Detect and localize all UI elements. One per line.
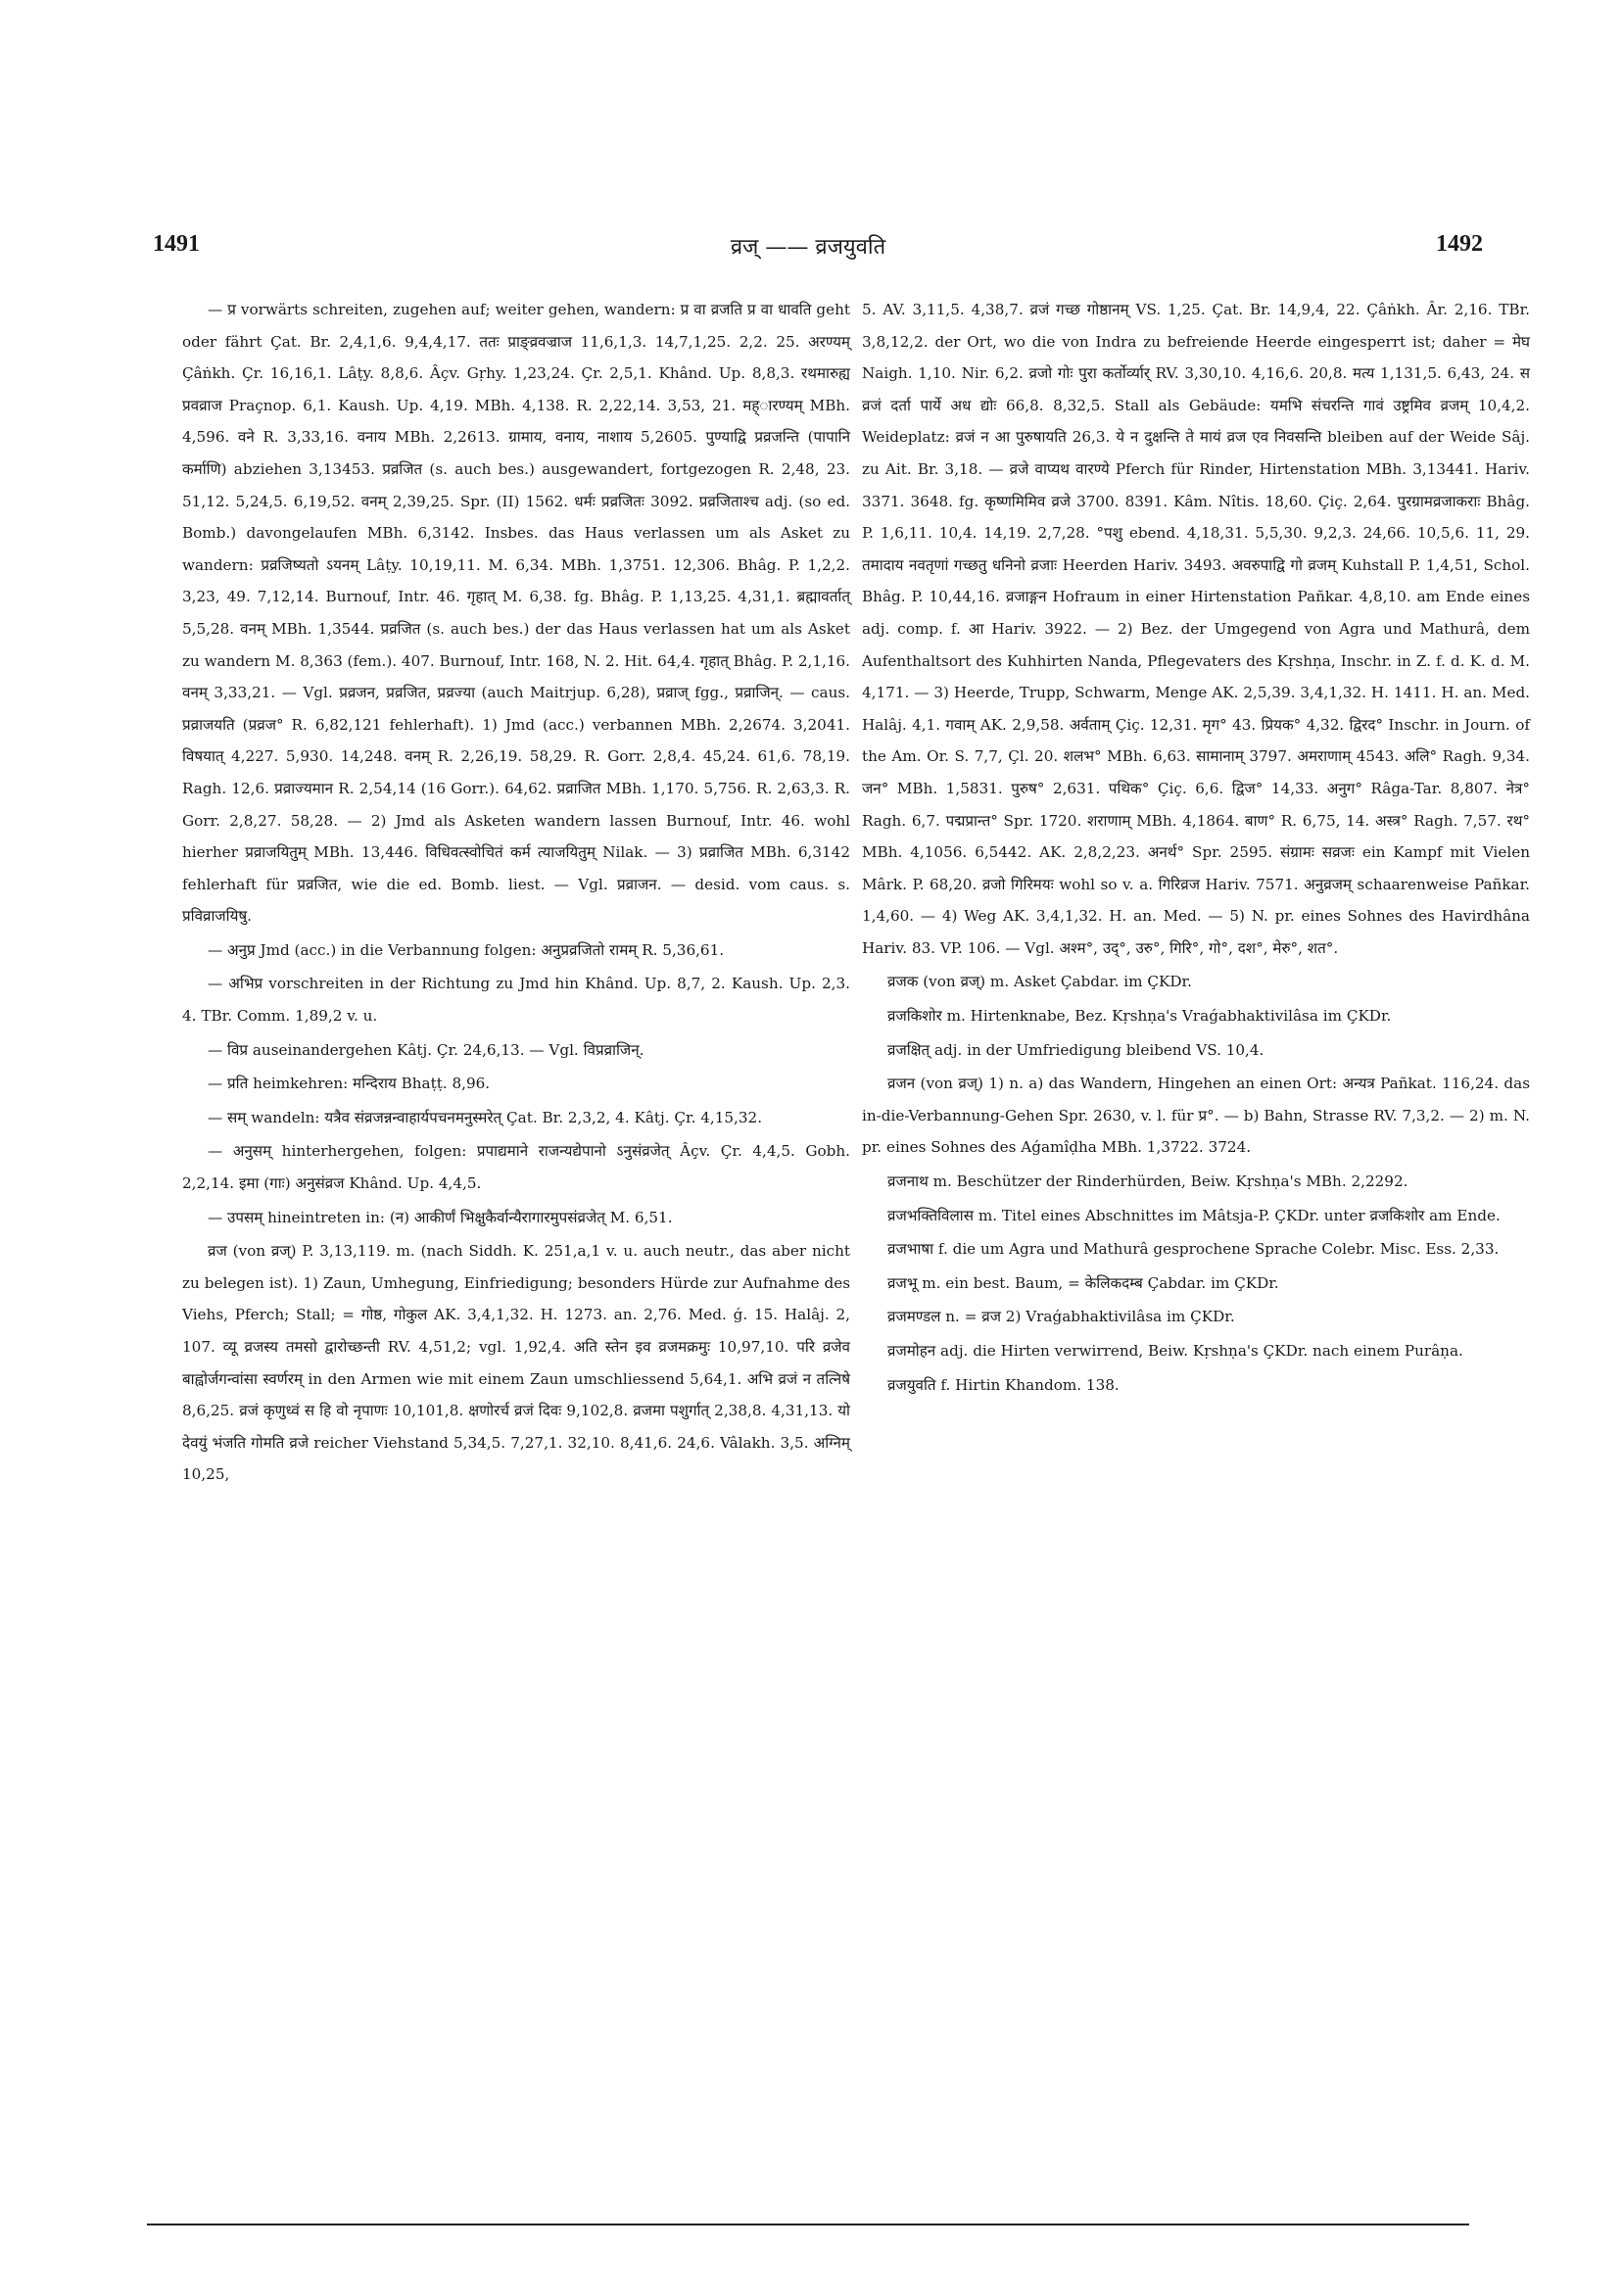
running-title: व्रज् —— व्रजयुवति <box>730 235 886 260</box>
dictionary-entry: व्रजमण्डल n. = व्रज 2) Vraǵabhaktivilâsa im ÇKDr. <box>887 1308 1235 1326</box>
left-column <box>182 294 850 1493</box>
page-number-left: 1491 <box>153 231 200 257</box>
paragraph: — अभिप्र vorschreiten in der Richtung zu Jmd hin Khând. Up. 8,7, 2. Kaush. Up. 2,3. 4. TBr. Comm. 1,89,2 v. u. <box>182 975 850 1026</box>
paragraph: — प्रति heimkehren: मन्दिराय Bhaṭṭ. 8,96. <box>208 1075 491 1093</box>
right-column <box>862 294 1530 1403</box>
paragraph: 5. AV. 3,11,5. 4,38,7. व्रजं गच्छ गोष्ठानम् VS. 1,25. Çat. Br. 14,9,4, 22. Çâṅkh. Âr. 2,16. TBr. 3,8,12,2. der Ort, wo die von Indra zu befreiende Heerde eingesperrt ist; daher = मेघ Naigh. 1,10. Nir. 6,2. व्रजो गोः पुरा कर्तोर्व्यार् RV. 3,30,10. 4,16,6. 20,8. मत्य 1,131,5. 6,43, 24. स व्रजं दर्ता पार्ये अध द्योः 66,8. 8,32,5. Stall als Gebäude: यमभि संचरन्ति गावं उष्ट्रमिव व्रजम् 10,4,2. Weideplatz: व्रजं न आ पुरुषायति 26,3. ये न दुक्षन्ति ते मायं व्रज एव निवसन्ति bleiben auf der Weide Sâj. zu Ait. Br. 3,18. — व्रजे वाप्यथ वारण्ये Pferch für Rinder, Hirtenstation MBh. 3,13441. Hariv. 3371. 3648. fg. कृष्णमिमिव व्रजे 3700. 8391. Kâm. Nîtis. 18,60. Çiç. 2,64. पुरग्रामव्रजाकराः Bhâg. P. 1,6,11. 10,4. 14,19. 2,7,28. °पशु ebend. 4,18,31. 5,5,30. 9,2,3. 24,66. 10,5,6. 11, 29. तमादाय नवतृणां गच्छतु धनिनो व्रजाः Heerden Hariv. 3493. अवरुपाद्वि गो व्रजम् Kuhstall P. 1,4,51, Schol. Bhâg. P. 10,44,16. व्रजाङ्गन Hofraum in einer Hirtenstation Pañkar. 4,8,10. am Ende eines adj. comp. f. आ Hariv. 3922. — 2) Bez. der Umgegend von Agra und Mathurâ, dem Aufenthaltsort des Kuhhirten Nanda, Pflegevaters des Kṛshṇa, Inschr. in Z. f. d. K. d. M. 4,171. — 3) Heerde, Trupp, Schwarm, Menge AK. 2,5,39. 3,4,1,32. H. 1411. H. an. Med. Halâj. 4,1. गवाम् AK. 2,9,58. अर्वताम् Çiç. 12,31. मृग° 43. प्रियक° 4,32. द्विरद° Inschr. in Journ. of the Am. Or. S. 7,7, Çl. 20. शलभ° MBh. 6,63. सामानाम् 3797. अमराणाम् 4543. अलि° Ragh. 9,34. जन° MBh. 1,5831. पुरुष° 2,631. पथिक° Çiç. 6,6. द्विज° 14,33. अनुग° Râga-Tar. 8,807. नेत्र° Ragh. 6,7. पद्मप्रान्त° Spr. 1720. शराणाम् MBh. 4,1864. बाण° R. 6,75, 14. अस्त्र° Ragh. 7,57. रथ° MBh. 4,1056. 6,5442. AK. 2,8,2,23. अनर्थ° Spr. 2595. संग्रामः सव्रजः ein Kampf mit Vielen Mârk. P. 68,20. व्रजो गिरिमयः wohl so v. a. गिरिव्रज Hariv. 7571. अनुव्रजम् schaarenweise Pañkar. 1,4,60. — 4) Weg AK. 3,4,1,32. H. an. Med. — 5) N. pr. eines Sohnes des Havirdhâna Hariv. 83. VP. 106. — Vgl. अश्म°, उद्°, उरु°, गिरि°, गो°, दश°, मेरु°, शत°. <box>862 301 1530 957</box>
dictionary-entry: व्रजमोहन adj. die Hirten verwirrend, Beiw. Kṛshṇa's ÇKDr. nach einem Purâṇa. <box>887 1342 1463 1360</box>
dictionary-entry: व्रज (von व्रज्) P. 3,13,119. m. (nach Siddh. K. 251,a,1 v. u. auch neutr., das aber nicht zu belegen ist). 1) Zaun, Umhegung, Einfriedigung; besonders Hürde zur Aufnahme des Viehs, Pferch; Stall; = गोष्ठ, गोकुल AK. 3,4,1,32. H. 1273. an. 2,76. Med. ǵ. 15. Halâj. 2, 107. व्यू व्रजस्य तमसो द्वारोच्छन्ती RV. 4,51,2; vgl. 1,92,4. अति स्तेन इव व्रजमक्रमुः 10,97,10. परि व्रजेव बाह्वोर्जगन्वांसा स्वर्णरम् in den Armen wie mit einem Zaun umschliessend 5,64,1. अभि व्रजं न तत्निषे 8,6,25. व्रजं कृणुध्वं स हि वो नृपाणः 10,101,8. क्षणोरर्च व्रजं दिवः 9,102,8. व्रजमा पशुर्गात् 2,38,8. 4,31,13. यो देवयुं भंजति गोमति व्रजे reicher Viehstand 5,34,5. 7,27,1. 32,10. 8,41,6. 24,6. Vâlakh. 3,5. अग्निम् 10,25, <box>182 1242 850 1484</box>
page-number-right: 1492 <box>1436 231 1483 257</box>
paragraph: — अनुप्र Jmd (acc.) in die Verbannung folgen: अनुप्रव्रजितो रामम् R. 5,36,61. <box>208 940 725 959</box>
dictionary-entry: व्रजन (von व्रज्) 1) n. a) das Wandern, Hingehen an einen Ort: अन्यत्र Pañkat. 116,24. das in-die-Verbannung-Gehen Spr. 2630, v. l. für प्र°. — b) Bahn, Strasse RV. 7,3,2. — 2) m. N. pr. eines Sohnes des Aǵamîḍha MBh. 1,3722. 3724. <box>862 1075 1530 1157</box>
dictionary-entry: व्रजनाथ m. Beschützer der Rinderhürden, Beiw. Kṛshṇa's MBh. 2,2292. <box>887 1172 1408 1191</box>
dictionary-entry: व्रजभक्तिविलास m. Titel eines Abschnittes im Mâtsja-P. ÇKDr. unter व्रजकिशोर am Ende. <box>887 1206 1501 1224</box>
dictionary-entry: व्रजक्षित् adj. in der Umfriedigung bleibend VS. 10,4. <box>887 1040 1264 1059</box>
dictionary-entry: व्रजकिशोर m. Hirtenknabe, Bez. Kṛshṇa's Vraǵabhaktivilâsa im ÇKDr. <box>887 1007 1392 1026</box>
page-header <box>147 231 1483 270</box>
bottom-rule <box>147 2224 1469 2225</box>
paragraph: — सम् wandeln: यत्रैव संव्रजन्नन्वाहार्यपचनमनुस्मरेत् Çat. Br. 2,3,2, 4. Kâtj. Çr. 4,15,32. <box>208 1108 763 1126</box>
dictionary-entry: व्रजक (von व्रज्) m. Asket Çabdar. im ÇKDr. <box>887 973 1192 991</box>
dictionary-entry: व्रजयुवति f. Hirtin Khandom. 138. <box>887 1375 1120 1394</box>
dictionary-entry: व्रजभाषा f. die um Agra und Mathurâ gesprochene Sprache Colebr. Misc. Ess. 2,33. <box>887 1240 1500 1259</box>
paragraph: — प्र vorwärts schreiten, zugehen auf; weiter gehen, wandern: प्र वा व्रजति प्र वा धावति geht oder fährt Çat. Br. 2,4,1,6. 9,4,4,17. ततः प्राङ्व्रवज्राज 11,6,1,3. 14,7,1,25. 2,2. 25. अरण्यम् Çâṅkh. Çr. 16,16,1. Lâṭy. 8,8,6. Âçv. Gṛhy. 1,23,24. Çr. 2,5,1. Khând. Up. 8,8,3. रथमारुह्य प्रवव्राज Praçnop. 6,1. Kaush. Up. 4,19. MBh. 4,138. R. 2,22,14. 3,53, 21. मह्ारण्यम् MBh. 4,596. वने R. 3,33,16. वनाय MBh. 2,2613. ग्रामाय, वनाय, नाशाय 5,2605. पुण्याद्वि प्रव्रजन्ति (पापानि कर्माणि) abziehen 3,13453. प्रव्रजित (s. auch bes.) ausgewandert, fortgezogen R. 2,48, 23. 51,12. 5,24,5. 6,19,52. वनम् 2,39,25. Spr. (II) 1562. धर्मः प्रव्रजितः 3092. प्रव्रजिताश्च adj. (so ed. Bomb.) davongelaufen MBh. 6,3142. Insbes. das Haus verlassen um als Asket zu wandern: प्रव्रजिष्यतो ऽयनम् Lâṭy. 10,19,11. M. 6,34. MBh. 1,3751. 12,306. Bhâg. P. 1,2,2. 3,23, 49. 7,12,14. Burnouf, Intr. 46. गृहात् M. 6,38. fg. Bhâg. P. 1,13,25. 4,31,1. ब्रह्मावर्तात् 5,5,28. वनम् MBh. 1,3544. प्रव्रजित (s. auch bes.) der das Haus verlassen hat um als Asket zu wandern M. 8,363 (fem.). 407. Burnouf, Intr. 168, N. 2. Hit. 64,4. गृहात् Bhâg. P. 2,1,16. वनम् 3,33,21. — Vgl. प्रव्रजन, प्रव्रजित, प्रव्रज्या (auch Maitrjup. 6,28), प्रव्राज् fgg., प्रव्राजिन्. — caus. प्रव्राजयति (प्रव्रज° R. 6,82,121 fehlerhaft). 1) Jmd (acc.) verbannen MBh. 2,2674. 3,2041. विषयात् 4,227. 5,930. 14,248. वनम् R. 2,26,19. 58,29. R. Gorr. 2,8,4. 45,24. 61,6. 78,19. Ragh. 12,6. प्रव्राज्यमान R. 2,54,14 (16 Gorr.). 64,62. प्रव्राजित MBh. 1,170. 5,756. R. 2,63,3. R. Gorr. 2,8,27. 58,28. — 2) Jmd als Asketen wandern lassen Burnouf, Intr. 46. wohl hierher प्रव्राजयितुम् MBh. 13,446. विधिवत्स्वोचितं कर्म त्याजयितुम् Nilak. — 3) प्रव्राजित MBh. 6,3142 fehlerhaft für प्रव्रजित, wie die ed. Bomb. liest. — Vgl. प्रव्राजन. — desid. vom caus. s. प्रविव्राजयिषु. <box>182 301 850 926</box>
paragraph: — विप्र auseinandergehen Kâtj. Çr. 24,6,13. — Vgl. विप्रव्राजिन्. <box>208 1040 644 1059</box>
paragraph: — उपसम् hineintreten in: (न) आकीर्णं भिक्षुकैर्वान्यैरागारमुपसंव्रजेत् M. 6,51. <box>208 1208 673 1226</box>
dictionary-entry: व्रजभू m. ein best. Baum, = केलिकदम्ब Çabdar. im ÇKDr. <box>887 1273 1279 1292</box>
paragraph: — अनुसम् hinterhergehen, folgen: प्रपाद्यमाने राजन्यद्येपानो ऽनुसंव्रजेत् Âçv. Çr. 4,4,5. Gobh. 2,2,14. इमा (गाः) अनुसंव्रज Khând. Up. 4,4,5. <box>182 1142 850 1193</box>
